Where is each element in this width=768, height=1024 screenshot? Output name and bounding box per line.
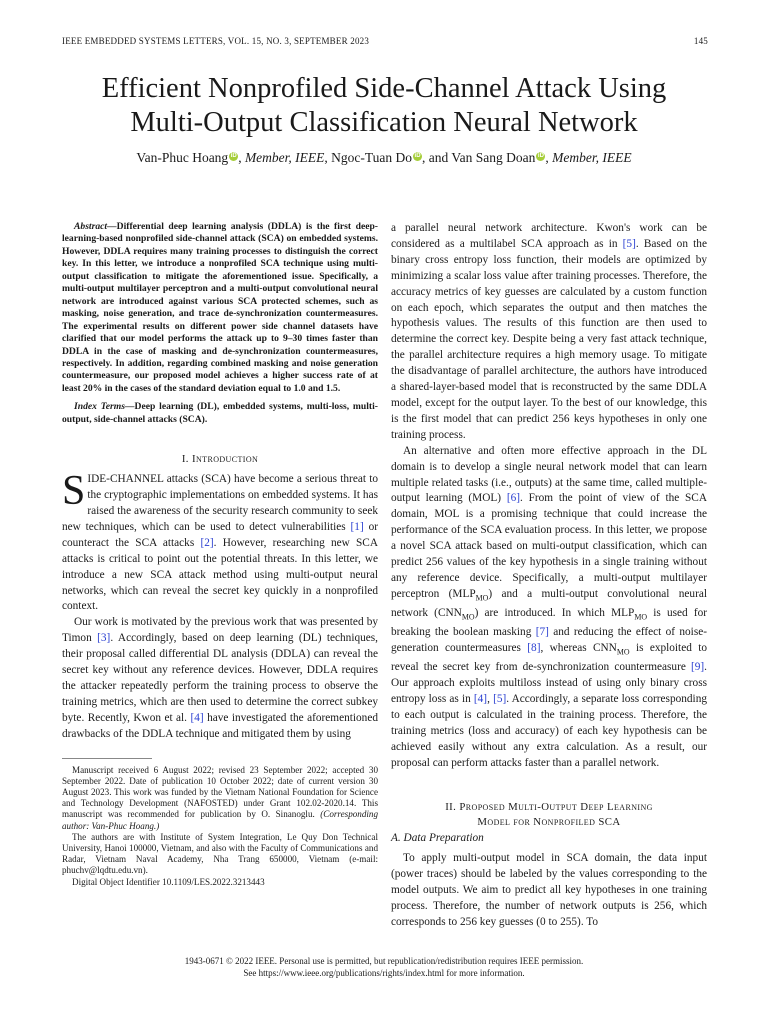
intro-paragraph-1: SIDE-CHANNEL attacks (SCA) have become a serious threat to the cryptographic implementations on embedded systems. It has raised the awareness of the security research community to seek new techniques, which can be used to detect vulnerabilities [1] or counteract the SCA attacks [2]. However, researching new SCA attacks is critical to point out the potential threats. In this letter, we introduce a new SCA attack method using multi-output neural networks, which can reveal the secret key quickly in a nonprofiled context. bbox=[62, 468, 378, 613]
footnote-manuscript: Manuscript received 6 August 2022; revised 23 September 2022; accepted 30 September 2022. Date of publication 10 October 2022; date of current version 30 August 2023. This work was funded by the Vietnam National Foundation for Science and Technology Development (NAFOSTED) under Grant 102.02-2020.14. This manuscript was recommended for publication by O. Sinanoglu. (Corresponding author: Van-Phuc Hoang.) bbox=[62, 764, 378, 831]
citation-link[interactable]: [5] bbox=[493, 693, 507, 706]
author-list: Van-Phuc Hoang iD , Member, IEEE, Ngoc-Tuan Do iD , and Van Sang Doan iD , Member, IEEE bbox=[136, 150, 632, 165]
author-membership: Member, IEEE bbox=[552, 150, 632, 165]
index-terms-text: Deep learning (DL), embedded systems, multi-loss, multi-output, side-channel attacks (SCA). bbox=[62, 401, 378, 425]
drop-cap: S bbox=[62, 468, 86, 515]
footnote-doi: Digital Object Identifier 10.1109/LES.2022.3213443 bbox=[72, 876, 265, 887]
citation-link[interactable]: [9] bbox=[690, 661, 705, 674]
abstract-lead: Abstract— bbox=[74, 221, 117, 232]
section-heading-introduction: I. Introduction bbox=[181, 453, 259, 466]
footnote-affiliation: The authors are with Institute of System Integration, Le Quy Don Technical University, Hanoi 100000, Vietnam, and also with the Faculty of Communications and Radar, Vietnam Naval Academy, Nha Trang 650000, Vietnam (e-mail: phuchv@lqdtu.edu.vn). bbox=[62, 831, 378, 876]
index-terms-lead: Index Terms— bbox=[74, 401, 135, 413]
orcid-icon[interactable]: iD bbox=[414, 153, 421, 159]
citation-link[interactable]: [6] bbox=[506, 492, 520, 505]
author-membership: Member, IEEE bbox=[244, 150, 325, 165]
citation-link[interactable]: [8] bbox=[527, 642, 541, 655]
index-terms bbox=[62, 401, 378, 426]
intro-paragraph-3: An alternative and often more effective approach in the DL domain is to develop a single neural network model that can learn multiple related tasks (i.e., outputs) at the same time, called multiple-output learning (MOL) [6]. From the point of view of the SCA domain, MOL is a promising technique that could increase the performance of the SCA evaluation process. In this letter, we propose a novel SCA attack based on multi-output classification, which can predict 256 values of the key hypothesis in a single training without any reference device. Specifically, a multi-output multilayer perceptron $(MLP_{MO})$ and a multi-output convolutional neural network $(CNN_{MO})$ are introduced. In which $MLP_{MO}$ is used for breaking the boolean masking [7] and reducing the effect of noise-generation countermeasures [8], whereas $CNN_{MO}$ is exploited to reveal the secret key from de-synchronization countermeasure [9]. Our approach exploits multiloss instead of using only binary cross entropy loss as in [4], [5]. Accordingly, a separate loss corresponding to each output is calculated in the training process. Therefore, the training metrics (loss and accuracy) of each key hypothesis can be achieved easily without any extra calculation. As a result, our proposal can perform attacks faster than a parallel network. bbox=[391, 444, 708, 769]
abstract-text: Differential deep learning analysis (DDLA) is the first deep-learning-based nonprofiled side-channel attack (SCA) on embedded systems. However, DDLA requires many training processes to distinguish the correct key. In this letter, we introduce a nonprofiled SCA technique using multi-output classification to mitigate the aforementioned issue. Specifically, a multi-output multilayer perceptron and a multi-output convolutional neural network are introduced against various SCA protected schemes, such as masking, noise generation, and trace de-synchronization countermeasures. The experimental results on different power side channel datasets have clarified that our model performs the attack up to 9–30 times faster than DDLA in the case of masking and de-synchronization countermeasures, respectively. In addition, regarding combined masking and noise generation countermeasure, our proposed model achieves a higher success rate of at least 20% in the cases of the standard deviation equal to 1.0 and 1.5. bbox=[62, 221, 378, 394]
title-line-2: Multi-Output Classification Neural Network bbox=[130, 107, 638, 138]
abstract bbox=[62, 221, 378, 395]
author-name: Ngoc-Tuan Do bbox=[331, 150, 413, 165]
citation-link[interactable]: [4] bbox=[190, 711, 204, 724]
citation-link[interactable]: [2] bbox=[200, 536, 214, 549]
title-line-1: Efficient Nonprofiled Side-Channel Attack Using bbox=[101, 73, 667, 104]
copyright-line-1: 1943-0671 © 2022 IEEE. Personal use is permitted, but republication/redistribution requires IEEE permission. bbox=[184, 956, 584, 966]
intro-paragraph-2-continued: a parallel neural network architecture. Kwon's work can be considered as a multilabel SCA approach as in [5]. Based on the binary cross entropy loss function, their models are optimized by minimizing a scalar loss value after training processes. Therefore, the accuracy metrics of key guesses are calculated by a custom function on each epoch, which separates the output and then matches the hypothesis values. The results of this function are then used to determine the correct key. Despite being a very fast attack technique, the parallel architecture requires a high memory usage. To mitigate the disadvantage of parallel architecture, the authors have introduced a shared-layer-based model that is reconstructed by the same DDLA model, except for the output layer. To the best of our knowledge, this is the first model that can predict 256 keys hypotheses in only one training process. bbox=[391, 222, 707, 441]
subsection-heading-data-preparation: A. Data Preparation bbox=[391, 831, 484, 844]
journal-name: IEEE EMBEDDED SYSTEMS LETTERS, VOL. 15, NO. 3, SEPTEMBER 2023 bbox=[62, 36, 370, 46]
left-column bbox=[62, 221, 378, 888]
data-preparation-paragraph: To apply multi-output model in SCA domain, the data input (power traces) should be labeled by the values corresponding to the model outputs. We aim to predict all key hypotheses in one training process. Therefore, the number of network outputs is 256, which corresponds to 256 key guesses (0 to 255). To bbox=[391, 852, 707, 929]
author-name: Van Sang Doan bbox=[451, 150, 536, 165]
orcid-icon[interactable]: iD bbox=[230, 153, 237, 159]
paper-title bbox=[40, 72, 728, 140]
citation-link[interactable]: [1] bbox=[350, 520, 364, 533]
citation-link[interactable]: [4] bbox=[473, 693, 488, 706]
section-heading-proposed-model: II. Proposed Multi-Output Deep Learning Model for Nonprofiled SCA bbox=[445, 800, 653, 829]
right-column bbox=[391, 221, 707, 931]
citation-link[interactable]: [5] bbox=[622, 237, 636, 250]
citation-link[interactable]: [7] bbox=[535, 626, 549, 639]
page-number: 145 bbox=[693, 36, 708, 46]
intro-paragraph-2: Our work is motivated by the previous work that was presented by Timon [3]. Accordingly, based on deep learning (DL) techniques, their proposal called differential DL analysis (DDLA) can reveal the secret key without any reference devices. However, DDLA requires the attacker repeatedly perform the training process to observe the training metrics, which are then used to determine the correct subkey byte. Recently, Kwon et al. [4] have investigated the aforementioned drawbacks of the DDLA technique and mitigated them by using bbox=[62, 616, 378, 740]
copyright-line-2: See https://www.ieee.org/publications/rights/index.html for more information. bbox=[243, 968, 525, 978]
author-name: Van-Phuc Hoang bbox=[136, 150, 229, 165]
footnote bbox=[62, 765, 378, 888]
footnote-divider bbox=[62, 758, 152, 759]
citation-link[interactable]: [3] bbox=[97, 632, 111, 645]
copyright-notice bbox=[40, 955, 728, 979]
orcid-icon[interactable]: iD bbox=[537, 153, 544, 159]
